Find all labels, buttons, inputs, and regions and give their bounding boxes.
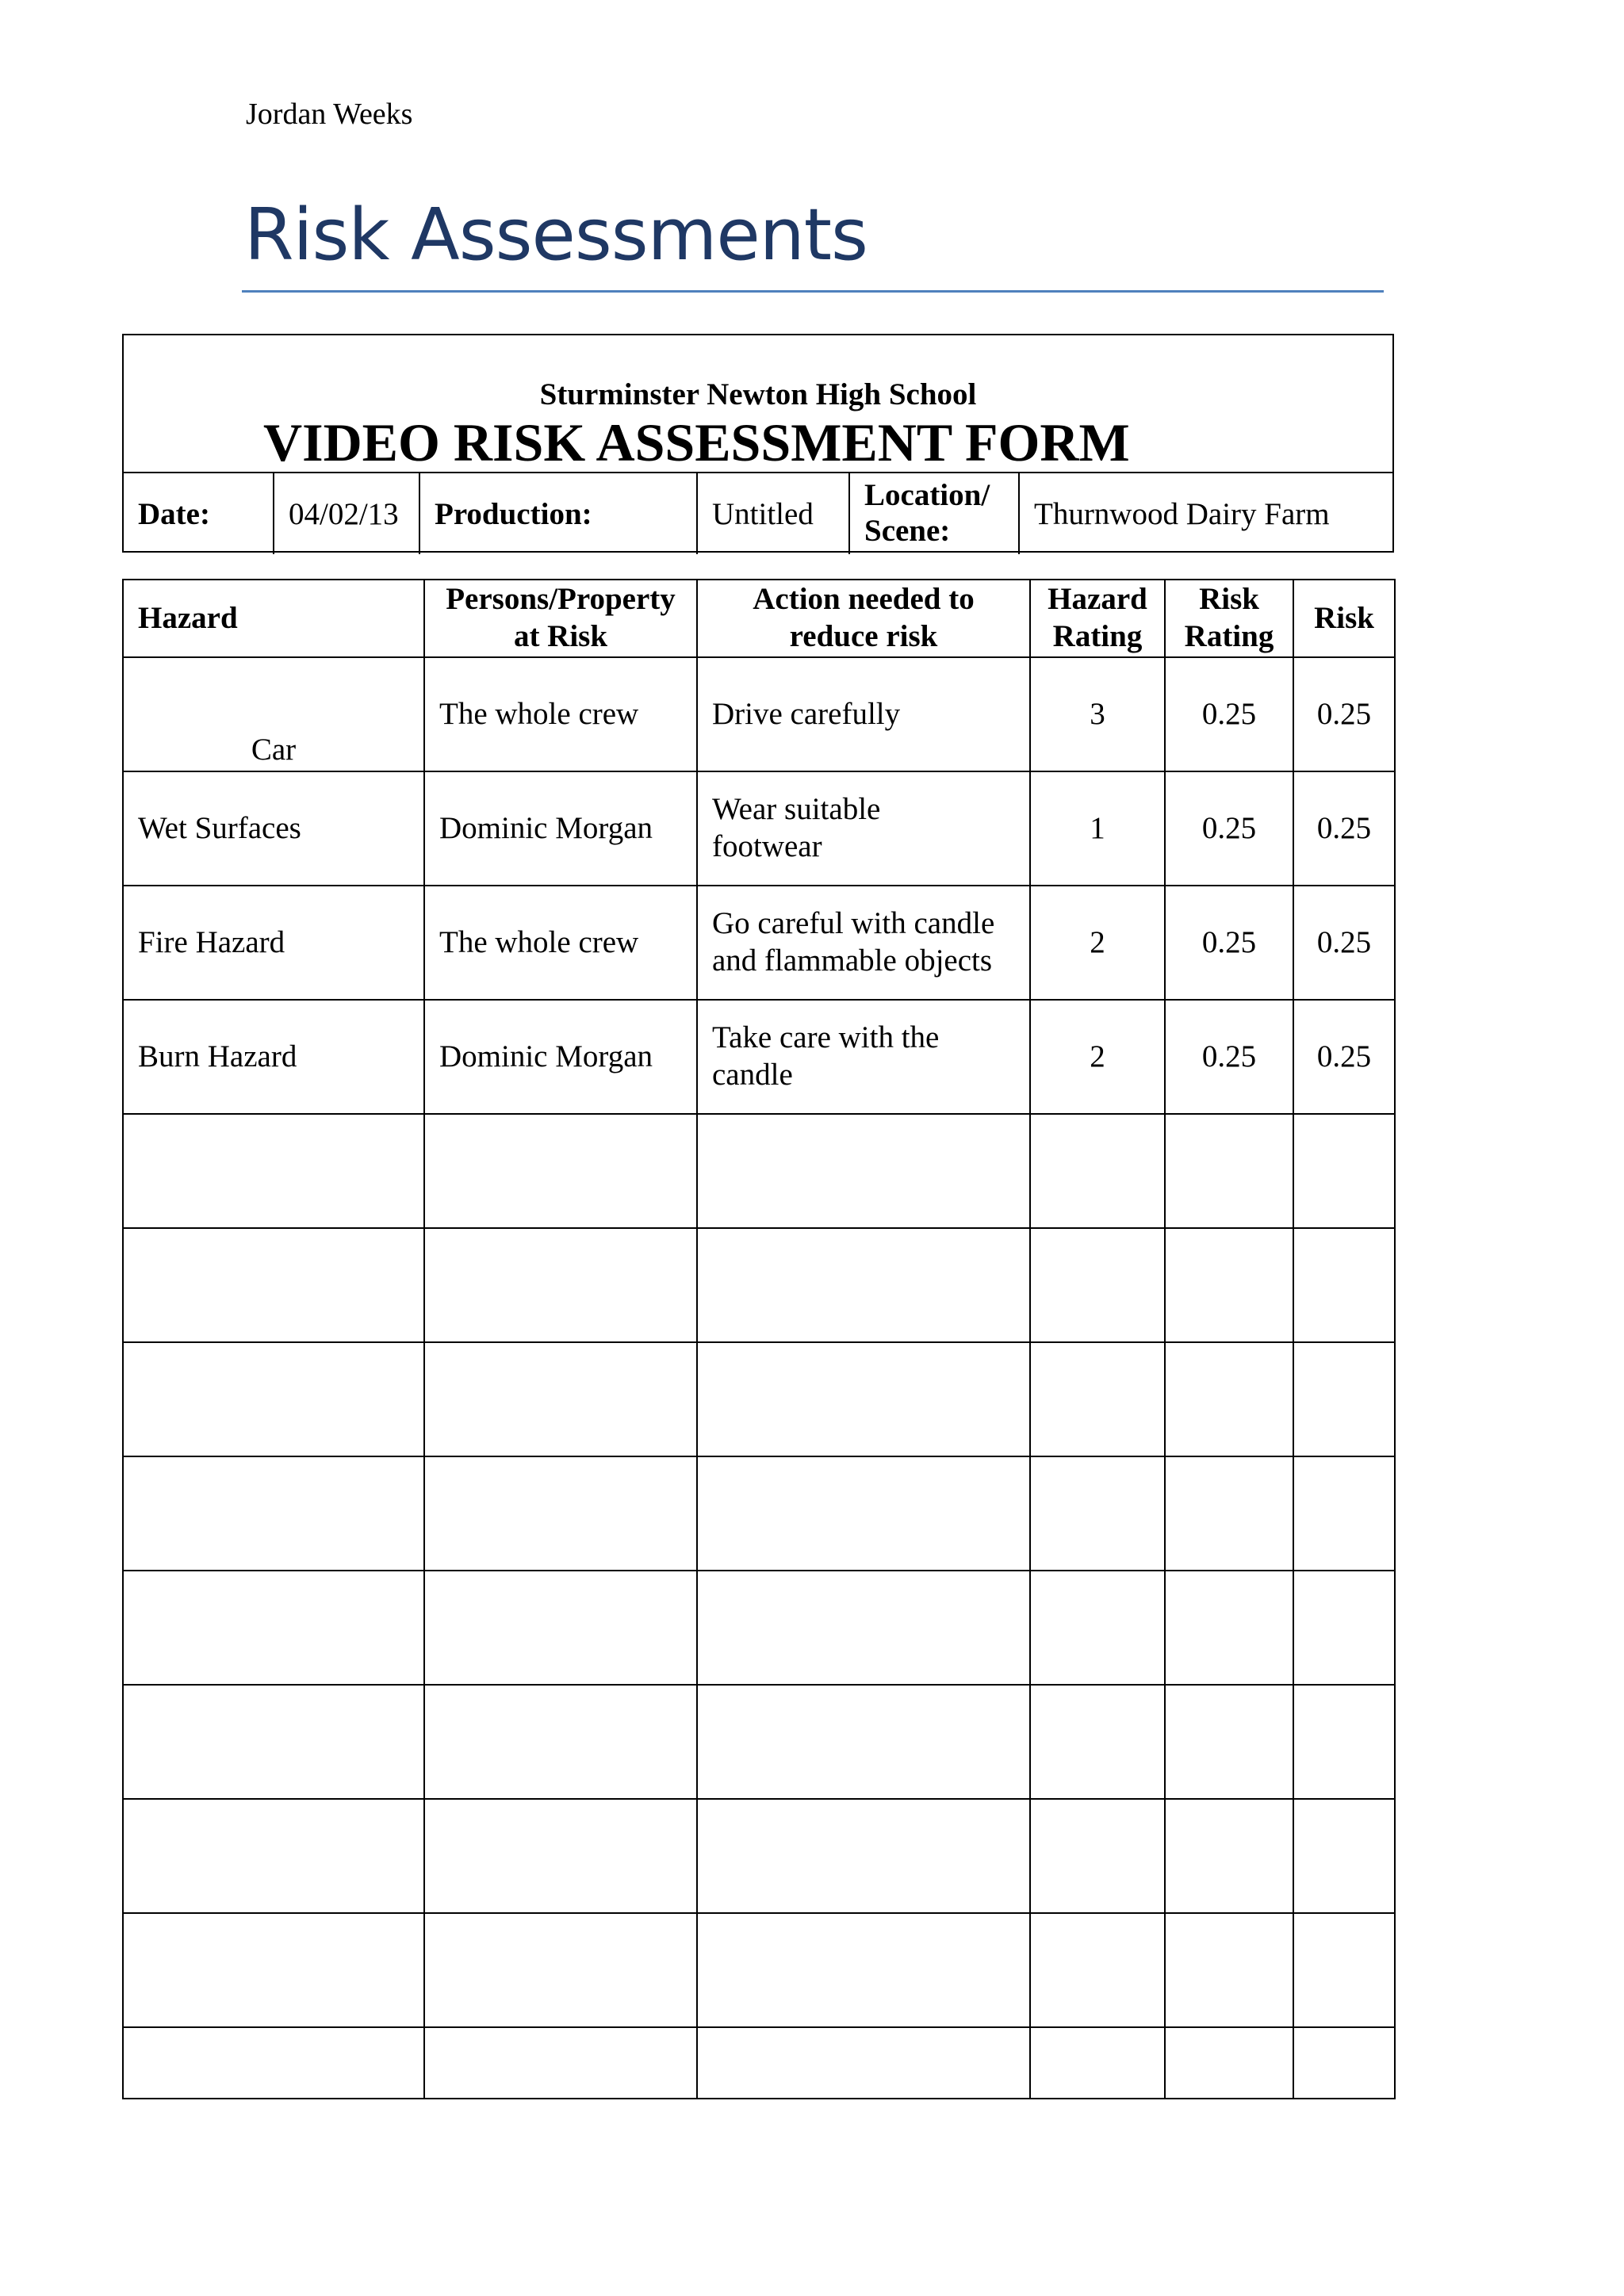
empty-cell bbox=[1293, 1571, 1395, 1685]
empty-cell bbox=[1293, 1456, 1395, 1571]
empty-cell bbox=[697, 1114, 1030, 1228]
cell-risk-rating: 0.25 bbox=[1165, 886, 1293, 1000]
empty-cell bbox=[697, 2027, 1030, 2099]
header-action: Action needed to reduce risk bbox=[697, 580, 1030, 657]
production-label: Production: bbox=[419, 473, 696, 554]
empty-cell bbox=[1165, 1799, 1293, 1913]
location-value: Thurnwood Dairy Farm bbox=[1018, 473, 1392, 554]
empty-cell bbox=[1293, 1799, 1395, 1913]
empty-cell bbox=[1030, 1342, 1165, 1456]
table-row bbox=[123, 771, 1395, 886]
location-label-line2: Scene: bbox=[864, 514, 951, 548]
empty-cell bbox=[424, 2027, 697, 2099]
empty-row bbox=[123, 2027, 1395, 2099]
cell-risk: 0.25 bbox=[1293, 886, 1395, 1000]
header-hazard-rating: Hazard Rating bbox=[1030, 580, 1165, 657]
empty-row bbox=[123, 1228, 1395, 1342]
form-title: VIDEO RISK ASSESSMENT FORM bbox=[263, 412, 1130, 473]
cell-persons: The whole crew bbox=[424, 886, 697, 1000]
empty-cell bbox=[697, 1342, 1030, 1456]
cell-hazard: Wet Surfaces bbox=[123, 771, 424, 886]
empty-row bbox=[123, 1799, 1395, 1913]
empty-cell bbox=[424, 1913, 697, 2027]
table-row bbox=[123, 657, 1395, 771]
author-name: Jordan Weeks bbox=[246, 98, 413, 131]
empty-cell bbox=[424, 1114, 697, 1228]
cell-hazard: Fire Hazard bbox=[123, 886, 424, 1000]
empty-cell bbox=[1165, 1685, 1293, 1799]
cell-hazard: Burn Hazard bbox=[123, 1000, 424, 1114]
header-persons: Persons/Property at Risk bbox=[424, 580, 697, 657]
empty-cell bbox=[1293, 2027, 1395, 2099]
cell-hazard: Car bbox=[123, 657, 424, 771]
table-row bbox=[123, 1000, 1395, 1114]
page-title: Risk Assessments bbox=[244, 193, 868, 277]
empty-cell bbox=[123, 1685, 424, 1799]
header-hazard: Hazard bbox=[123, 580, 424, 657]
school-name: Sturminster Newton High School bbox=[539, 377, 977, 411]
empty-cell bbox=[123, 1342, 424, 1456]
empty-cell bbox=[424, 1228, 697, 1342]
cell-hazard-rating: 2 bbox=[1030, 886, 1165, 1000]
empty-cell bbox=[697, 1456, 1030, 1571]
empty-cell bbox=[424, 1685, 697, 1799]
empty-row bbox=[123, 1571, 1395, 1685]
empty-row bbox=[123, 1456, 1395, 1571]
empty-cell bbox=[1165, 1913, 1293, 2027]
empty-cell bbox=[123, 1913, 424, 2027]
cell-risk: 0.25 bbox=[1293, 771, 1395, 886]
empty-cell bbox=[697, 1685, 1030, 1799]
empty-cell bbox=[1165, 1114, 1293, 1228]
cell-hazard-rating: 1 bbox=[1030, 771, 1165, 886]
empty-cell bbox=[424, 1342, 697, 1456]
table-header-row bbox=[123, 580, 1395, 657]
table-row bbox=[123, 886, 1395, 1000]
location-label-line1: Location/ bbox=[864, 478, 990, 513]
cell-persons: Dominic Morgan bbox=[424, 1000, 697, 1114]
cell-risk: 0.25 bbox=[1293, 657, 1395, 771]
empty-cell bbox=[1293, 1114, 1395, 1228]
empty-row bbox=[123, 1114, 1395, 1228]
empty-cell bbox=[1165, 1571, 1293, 1685]
cell-hazard-rating: 2 bbox=[1030, 1000, 1165, 1114]
empty-cell bbox=[123, 2027, 424, 2099]
cell-risk-rating: 0.25 bbox=[1165, 657, 1293, 771]
cell-hazard-rating: 3 bbox=[1030, 657, 1165, 771]
empty-row bbox=[123, 1913, 1395, 2027]
empty-cell bbox=[123, 1799, 424, 1913]
empty-cell bbox=[123, 1571, 424, 1685]
cell-action: Drive carefully bbox=[697, 657, 1030, 771]
cell-action: Wear suitable footwear bbox=[697, 771, 1030, 886]
cell-persons: Dominic Morgan bbox=[424, 771, 697, 886]
empty-cell bbox=[697, 1228, 1030, 1342]
heading-divider bbox=[242, 290, 1384, 293]
date-value: 04/02/13 bbox=[273, 473, 419, 554]
production-value: Untitled bbox=[696, 473, 848, 554]
empty-cell bbox=[1165, 1456, 1293, 1571]
empty-cell bbox=[1293, 1913, 1395, 2027]
empty-cell bbox=[1293, 1342, 1395, 1456]
empty-row bbox=[123, 1685, 1395, 1799]
hazard-table bbox=[122, 579, 1396, 2099]
empty-cell bbox=[424, 1799, 697, 1913]
empty-cell bbox=[424, 1571, 697, 1685]
empty-cell bbox=[1030, 1228, 1165, 1342]
empty-cell bbox=[1293, 1685, 1395, 1799]
form-header bbox=[122, 334, 1394, 553]
empty-cell bbox=[697, 1913, 1030, 2027]
form-meta-row bbox=[124, 472, 1392, 554]
header-risk: Risk bbox=[1293, 580, 1395, 657]
empty-cell bbox=[1030, 1456, 1165, 1571]
empty-cell bbox=[1030, 1685, 1165, 1799]
empty-cell bbox=[123, 1456, 424, 1571]
date-label: Date: bbox=[138, 496, 210, 531]
cell-risk-rating: 0.25 bbox=[1165, 771, 1293, 886]
empty-cell bbox=[1293, 1228, 1395, 1342]
empty-cell bbox=[1030, 1799, 1165, 1913]
empty-cell bbox=[1030, 2027, 1165, 2099]
empty-cell bbox=[697, 1571, 1030, 1685]
cell-risk: 0.25 bbox=[1293, 1000, 1395, 1114]
cell-action: Take care with the candle bbox=[697, 1000, 1030, 1114]
location-label bbox=[848, 473, 1018, 554]
empty-cell bbox=[1030, 1571, 1165, 1685]
header-risk-rating: Risk Rating bbox=[1165, 580, 1293, 657]
empty-cell bbox=[1030, 1913, 1165, 2027]
cell-risk-rating: 0.25 bbox=[1165, 1000, 1293, 1114]
cell-persons: The whole crew bbox=[424, 657, 697, 771]
empty-cell bbox=[1165, 2027, 1293, 2099]
empty-cell bbox=[1165, 1342, 1293, 1456]
empty-cell bbox=[123, 1114, 424, 1228]
empty-cell bbox=[1165, 1228, 1293, 1342]
empty-cell bbox=[1030, 1114, 1165, 1228]
cell-action: Go careful with candle and flammable objects bbox=[697, 886, 1030, 1000]
empty-cell bbox=[697, 1799, 1030, 1913]
empty-row bbox=[123, 1342, 1395, 1456]
empty-cell bbox=[123, 1228, 424, 1342]
empty-cell bbox=[424, 1456, 697, 1571]
